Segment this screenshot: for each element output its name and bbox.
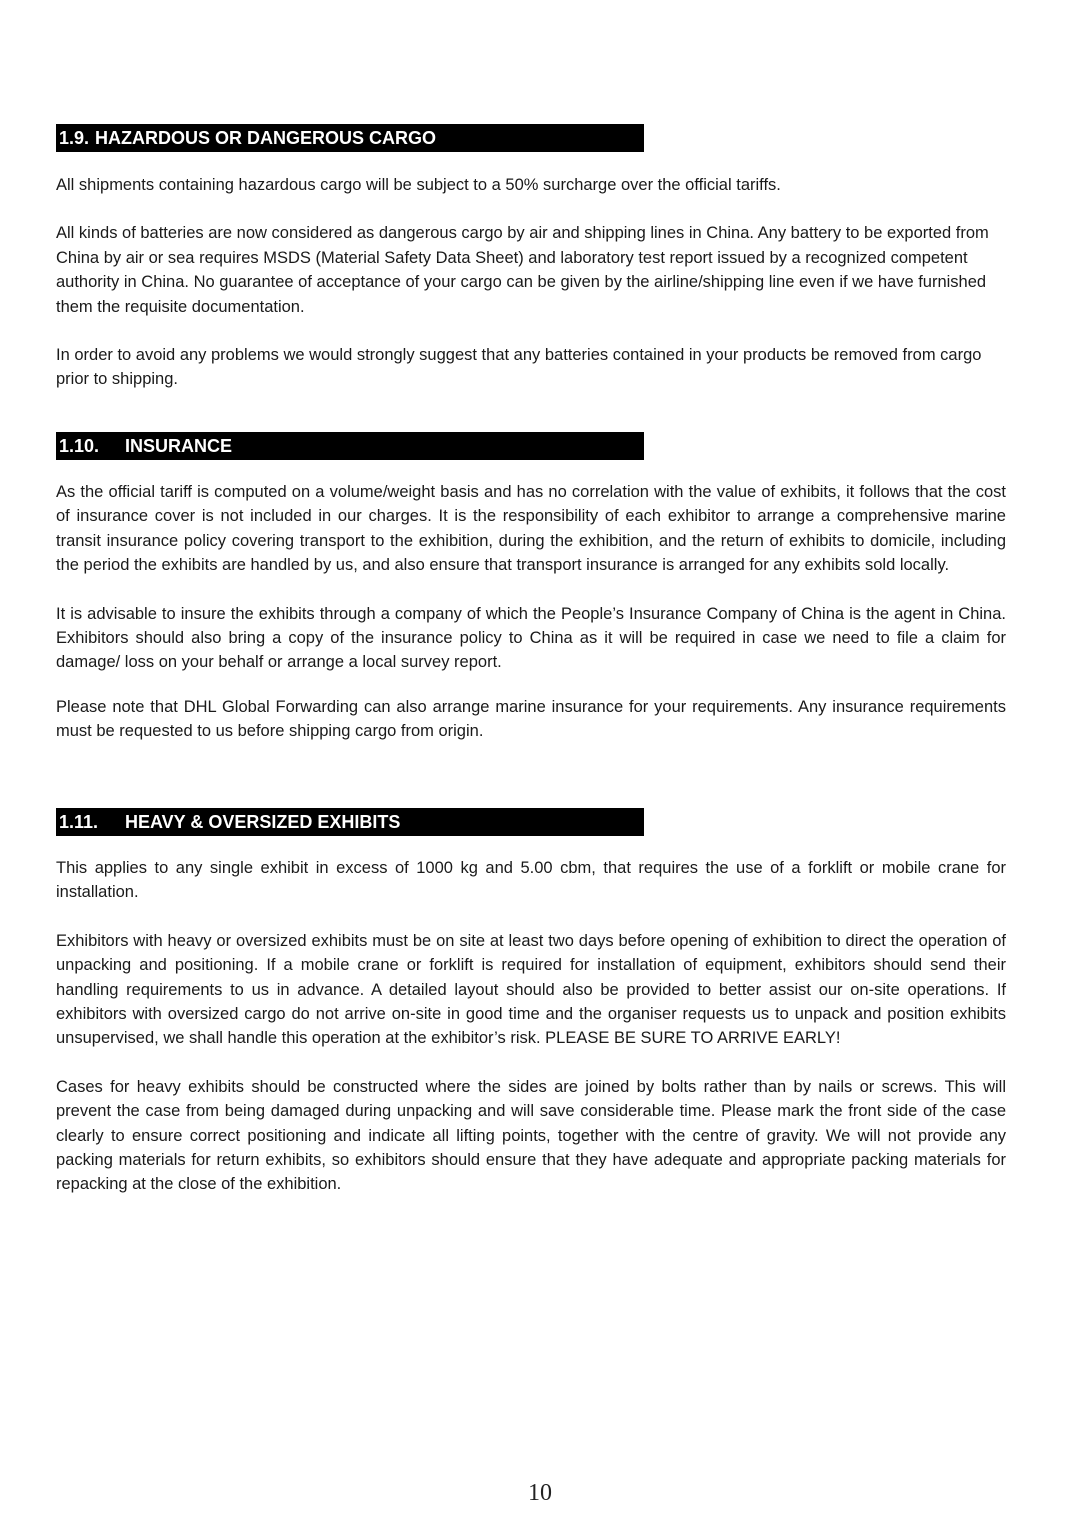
- section-hazardous-cargo: [56, 124, 1006, 392]
- paragraph: All shipments containing hazardous cargo will be subject to a 50% surcharge over the official tariffs.: [56, 176, 781, 194]
- section-heavy-oversized: [56, 808, 1006, 1197]
- section-title: INSURANCE: [125, 436, 233, 456]
- paragraph: It is advisable to insure the exhibits through a company of which the People’s Insurance Company of China is the agent in China. Exhibitors should also bring a copy of the insurance policy to China as it will be required in case we need to file a claim for damage/ loss on your behalf or arrange a local survey report.: [56, 604, 1006, 672]
- paragraph: This applies to any single exhibit in excess of 1000 kg and 5.00 cbm, that requires the use of a forklift or mobile crane for installation.: [56, 859, 1006, 902]
- section-number: 1.9.: [59, 128, 90, 148]
- paragraph: Cases for heavy exhibits should be constructed where the sides are joined by bolts rather than by nails or screws. This will prevent the case from being damaged during unpacking and will save considerable time. Please mark the front side of the case clearly to ensure correct positioning and indicate all lifting points, together with the centre of gravity. We will not provide any packing materials for return exhibits, so exhibitors should ensure that they have adequate and appropriate packing materials for repacking at the close of the exhibition.: [56, 1077, 1006, 1194]
- section-number: 1.11.: [59, 812, 99, 832]
- paragraph: Please note that DHL Global Forwarding can also arrange marine insurance for your requirements. Any insurance requirements must be requested to us before shipping cargo from origin.: [56, 697, 1006, 741]
- paragraph: Exhibitors with heavy or oversized exhibits must be on site at least two days before opening of exhibition to direct the operation of unpacking and positioning. If a mobile crane or forklift is required for installation of equipment, exhibitors should send their handling requirements to us in advance. A detailed layout should also be provided to better assist our on-site operations. If exhibitors with oversized cargo do not arrive on-site in good time and the organiser requests us to unpack and position exhibits unsupervised, we shall handle this operation at the exhibitor’s risk. PLEASE BE SURE TO ARRIVE EARLY!: [56, 931, 1006, 1048]
- page-number: 10: [528, 1480, 552, 1506]
- section-heading: [56, 124, 644, 152]
- paragraph: In order to avoid any problems we would strongly suggest that any batteries contained in your products be removed from cargo prior to shipping.: [56, 346, 982, 389]
- section-heading: [56, 432, 644, 460]
- section-heading: [56, 808, 644, 836]
- section-number: 1.10.: [59, 436, 100, 456]
- section-title: HEAVY & OVERSIZED EXHIBITS: [125, 812, 401, 832]
- paragraph: All kinds of batteries are now considered as dangerous cargo by air and shipping lines in China. Any battery to be exported from China by air or sea requires MSDS (Material Safety Data Sheet) and laboratory test report issued by a recognized competent authority in China. No guarantee of acceptance of your cargo can be given by the airline/shipping line even if we have furnished them the requisite documentation.: [56, 224, 989, 316]
- paragraph: As the official tariff is computed on a volume/weight basis and has no correlation with the value of exhibits, it follows that the cost of insurance cover is not included in our charges. It is the responsibility of each exhibitor to arrange a comprehensive marine transit insurance policy covering transport to the exhibition, during the exhibition, and the return of exhibits to domicile, including the period the exhibits are handled by us, and also ensure that transport insurance is arranged for any exhibits sold locally.: [56, 483, 1006, 575]
- section-insurance: [56, 432, 1006, 744]
- section-title: HAZARDOUS OR DANGEROUS CARGO: [95, 128, 437, 148]
